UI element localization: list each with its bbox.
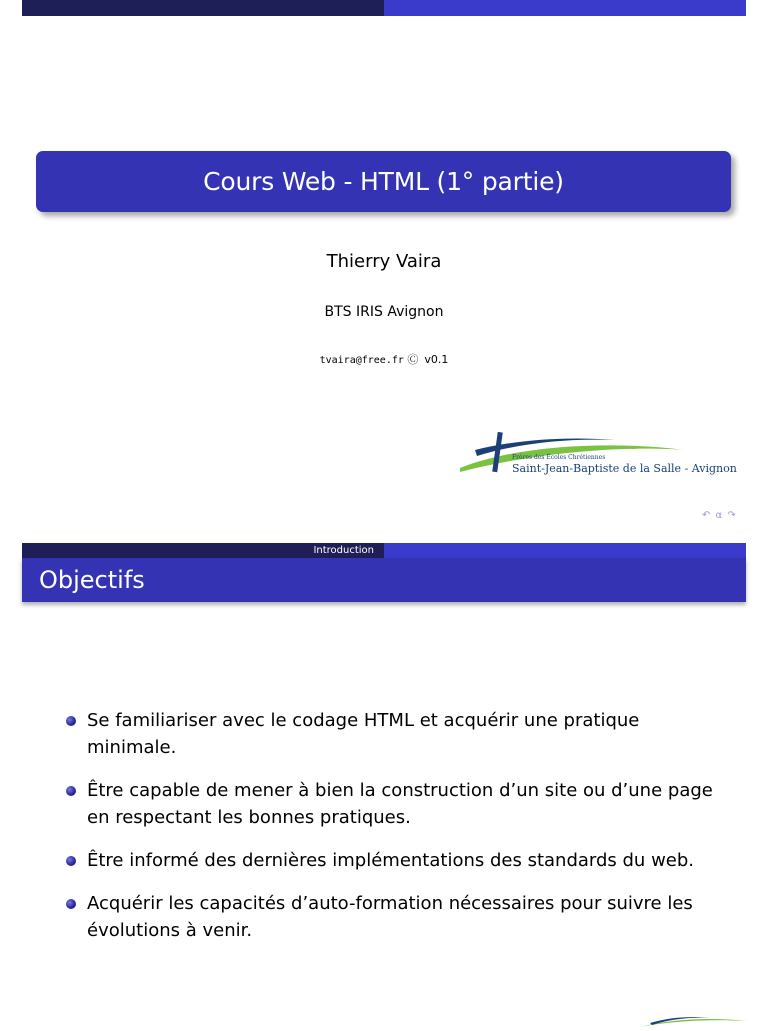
logo-title: Saint-Jean-Baptiste de la Salle - Avignon <box>512 462 737 475</box>
version-label: v0.1 <box>424 353 449 366</box>
slide1-header-bar <box>22 0 746 16</box>
section-label[interactable]: Introduction <box>313 545 374 556</box>
presentation-title: Cours Web - HTML (1° partie) <box>203 167 564 196</box>
list-item <box>64 707 734 761</box>
frame-title-bar <box>22 558 746 602</box>
list-item-text: Se familiariser avec le codage HTML et acquérir une pratique minimale. <box>87 710 640 758</box>
corner-logo <box>630 1012 750 1024</box>
objectives-list <box>64 707 734 960</box>
email-address: tvaira@free.fr <box>319 355 404 366</box>
list-item <box>64 847 734 874</box>
beamer-nav-icons[interactable]: ↶ α ↷ <box>702 510 737 521</box>
bullet-icon <box>66 786 76 796</box>
contact-line <box>0 351 768 367</box>
title-box <box>36 151 731 212</box>
bullet-icon <box>66 716 76 726</box>
list-item-text: Être capable de mener à bien la construction d’un site ou d’une page en respectant les bonnes pratiques. <box>87 780 713 828</box>
institute-name: BTS IRIS Avignon <box>324 304 444 320</box>
frame-title: Objectifs <box>39 566 145 594</box>
author-name: Thierry Vaira <box>326 251 442 272</box>
header-bar-left <box>22 0 384 16</box>
school-logo <box>455 428 745 480</box>
list-item-text: Acquérir les capacités d’auto-formation nécessaires pour suivre les évolutions à venir. <box>87 893 693 941</box>
header-bar-right <box>384 0 746 16</box>
bullet-icon <box>66 856 76 866</box>
license-icon: Ⓒ <box>407 353 419 366</box>
logo-subtitle: Frères des Écoles Chrétiennes <box>512 454 606 461</box>
section-bar-left <box>22 543 384 558</box>
list-item <box>64 777 734 831</box>
corner-logo-graphic <box>630 1015 750 1027</box>
list-item <box>64 890 734 944</box>
slide2-header-bar <box>22 543 746 558</box>
section-bar-right <box>384 543 746 558</box>
list-item-text: Être informé des dernières implémentations des standards du web. <box>87 850 695 871</box>
bullet-icon <box>66 899 76 909</box>
